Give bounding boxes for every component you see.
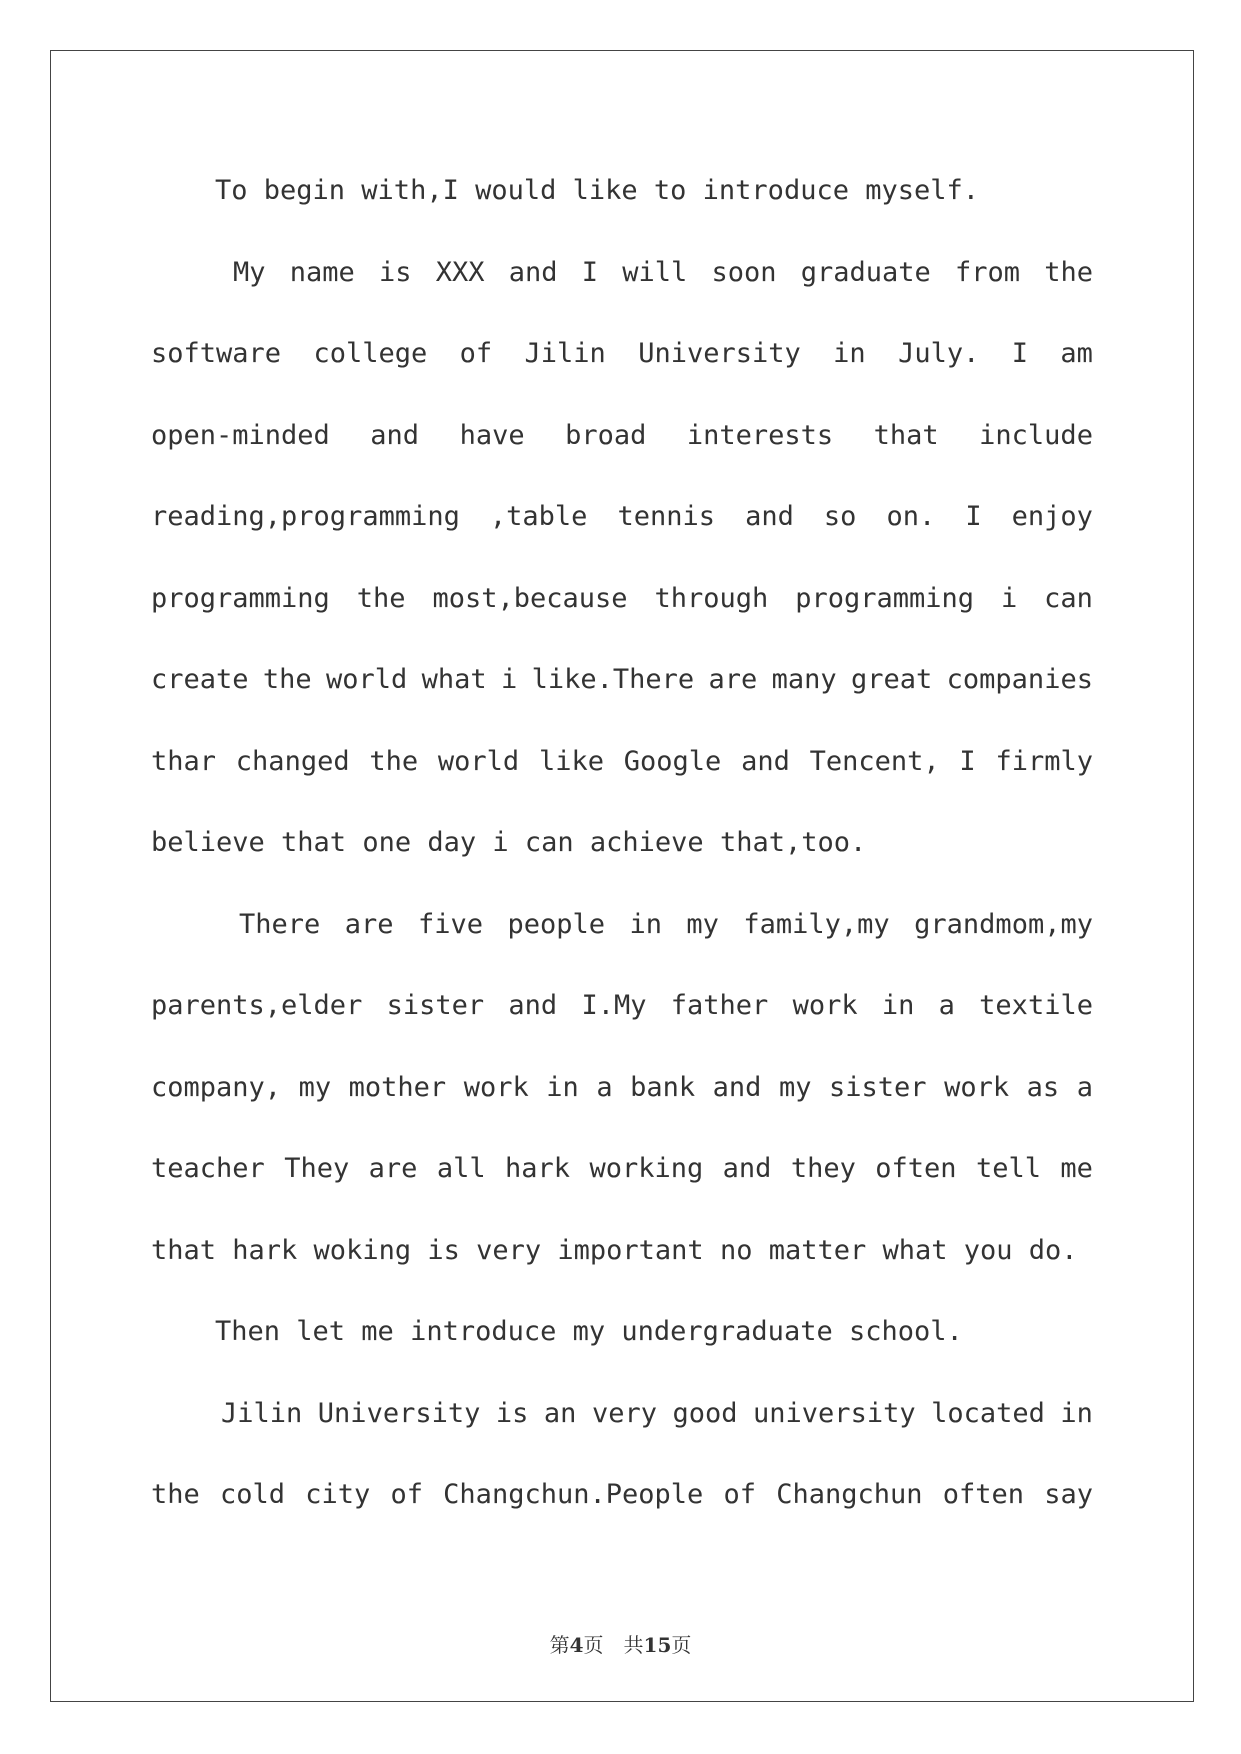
text-line (151, 497, 1093, 579)
word: broad (565, 419, 647, 451)
word: ,table (489, 501, 588, 532)
word: changed (235, 745, 350, 777)
document-body (151, 171, 1093, 1557)
word: I.My (581, 990, 647, 1021)
text-line (151, 1394, 1093, 1476)
text-line (151, 334, 1093, 416)
text-line (151, 1475, 1093, 1557)
word: the (1044, 256, 1093, 288)
word: graduate (800, 256, 931, 288)
word: July. (898, 338, 980, 369)
word: soon (711, 256, 777, 288)
word: of (390, 1479, 423, 1510)
word: University (638, 338, 801, 369)
word: Changchun.People (443, 1479, 704, 1510)
word: Tencent, (809, 745, 940, 777)
text-line (151, 986, 1093, 1068)
word: programming (795, 582, 975, 614)
word: father (670, 990, 769, 1021)
word: an (543, 1397, 577, 1429)
word: what (421, 664, 487, 695)
word: I (581, 256, 598, 288)
word: good (672, 1397, 738, 1429)
word: enjoy (1011, 501, 1093, 532)
text-line: believe that one day i can achieve that,too. (151, 827, 867, 858)
word: me (1060, 1153, 1093, 1184)
word: very (591, 1397, 657, 1429)
word: tennis (617, 501, 716, 532)
word: firmly (995, 745, 1093, 777)
word: work (944, 1071, 1010, 1103)
word: have (459, 419, 525, 451)
word: sister (386, 990, 485, 1021)
word: Changchun (776, 1479, 923, 1510)
word: can (1044, 582, 1093, 614)
word: work (792, 990, 858, 1021)
word: and (741, 745, 790, 777)
current-page-number: 4 (569, 1633, 584, 1657)
word: located (931, 1397, 1045, 1429)
word: they (790, 1153, 856, 1184)
word: the (369, 745, 419, 777)
word: and (508, 990, 558, 1021)
word: the (151, 1479, 200, 1510)
word: my (778, 1071, 812, 1103)
text-line (151, 905, 1093, 987)
word: often (875, 1153, 957, 1184)
word: that (873, 419, 939, 451)
word: My (233, 256, 266, 288)
footer-suffix: 页 (671, 1633, 692, 1657)
text-line (151, 253, 1093, 335)
footer-prefix: 第 (549, 1633, 570, 1657)
text-line: To begin with,I would like to introduce myself. (215, 175, 980, 206)
text-line: Then let me introduce my undergraduate school. (215, 1316, 963, 1347)
word: I (1011, 338, 1028, 369)
word: a (596, 1071, 613, 1103)
total-page-number: 15 (643, 1633, 672, 1657)
footer-middle: 页 共 (583, 1633, 644, 1657)
word: grandmom,my (914, 908, 1093, 940)
word: name (289, 256, 355, 288)
word: XXX (435, 256, 485, 288)
word: teacher (151, 1153, 265, 1184)
word: family,my (743, 908, 890, 940)
text-line (151, 579, 1093, 661)
page-footer (0, 1629, 1241, 1658)
word: through (654, 582, 769, 614)
text-line: that hark woking is very important no matter what you do. (151, 1234, 1078, 1266)
word: and (722, 1153, 772, 1184)
word: and (370, 419, 420, 451)
word: of (459, 338, 493, 369)
word: my (686, 908, 719, 940)
text-line (151, 660, 1093, 742)
word: as (1026, 1071, 1060, 1103)
word: the (356, 582, 406, 614)
word: include (979, 419, 1093, 451)
word: am (1060, 338, 1093, 369)
word: programming (151, 582, 330, 614)
word: There (239, 908, 321, 940)
word: thar (151, 745, 217, 777)
word: parents,elder (151, 990, 363, 1021)
word: I (959, 745, 976, 777)
word: i (1000, 582, 1018, 614)
word: create (151, 664, 249, 695)
word: in (881, 990, 915, 1021)
word: like.There (531, 664, 695, 695)
word: Jilin (524, 338, 606, 369)
word: say (1044, 1479, 1093, 1510)
word: i (501, 664, 518, 695)
word: and (745, 501, 794, 532)
word: companies (946, 664, 1093, 695)
word: and (712, 1071, 762, 1103)
word: of (723, 1479, 756, 1510)
word: world (437, 745, 520, 777)
word: software (151, 338, 282, 369)
word: hark (505, 1153, 571, 1184)
word: five (417, 908, 483, 940)
word: They (284, 1153, 350, 1184)
word: reading,programming (151, 501, 460, 532)
word: bank (630, 1071, 696, 1103)
word: in (833, 338, 866, 369)
word: and (508, 256, 558, 288)
word: tell (975, 1153, 1041, 1184)
word: interests (686, 419, 834, 451)
word: on. (886, 501, 936, 532)
word: is (495, 1397, 529, 1429)
word: are (708, 664, 758, 695)
word: college (313, 338, 428, 369)
word: so (823, 501, 857, 532)
word: from (954, 256, 1020, 288)
word: are (344, 908, 394, 940)
word: all (436, 1153, 486, 1184)
word: university (753, 1397, 916, 1429)
word: most,because (432, 582, 628, 614)
word: textile (979, 990, 1093, 1021)
word: often (942, 1479, 1024, 1510)
word: city (305, 1479, 371, 1510)
word: world (326, 664, 408, 695)
word: mother (348, 1071, 447, 1103)
word: is (378, 256, 412, 288)
word: University (317, 1397, 481, 1429)
word: working (589, 1153, 704, 1184)
text-line (151, 416, 1093, 498)
word: I (965, 501, 982, 532)
word: are (368, 1153, 418, 1184)
word: in (629, 908, 662, 940)
word: Jilin (221, 1397, 303, 1429)
word: people (507, 908, 605, 940)
word: cold (219, 1479, 286, 1510)
text-line (151, 1068, 1093, 1150)
text-line (151, 742, 1093, 824)
word: many (771, 664, 837, 695)
word: work (463, 1071, 529, 1103)
text-line (151, 1149, 1093, 1231)
word: will (622, 256, 688, 288)
word: a (938, 990, 955, 1021)
word: open-minded (151, 419, 330, 451)
word: my (298, 1071, 332, 1103)
word: Google (623, 745, 722, 777)
word: in (1060, 1397, 1093, 1429)
word: like (538, 745, 604, 777)
word: sister (829, 1071, 927, 1103)
word: a (1076, 1071, 1093, 1103)
word: company, (151, 1071, 282, 1103)
word: the (262, 664, 312, 695)
word: in (546, 1071, 579, 1103)
word: great (851, 664, 933, 695)
